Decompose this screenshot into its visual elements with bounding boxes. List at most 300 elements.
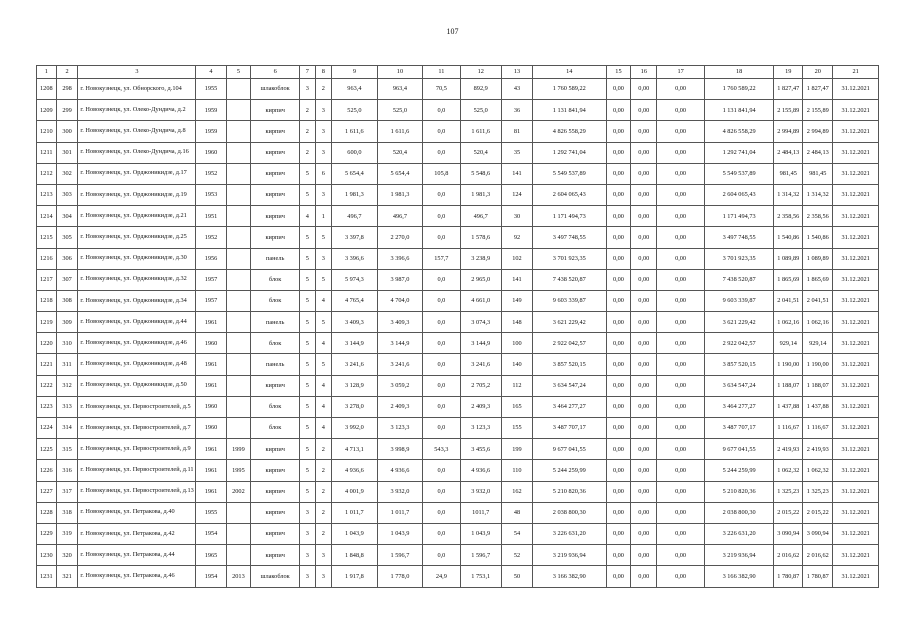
table-cell: 600,0 (332, 142, 378, 163)
table-cell: 316 (56, 460, 78, 481)
table-cell: 31.12.2021 (833, 121, 879, 142)
table-cell: 0,00 (657, 290, 705, 311)
column-header: 11 (423, 66, 460, 79)
table-cell: 3 090,94 (803, 523, 833, 544)
table-cell: 0,00 (606, 269, 631, 290)
table-cell: 5 (315, 354, 332, 375)
table-cell: 1 778,0 (377, 566, 423, 587)
table-row (37, 375, 879, 396)
table-cell: 3 (315, 142, 332, 163)
table-cell: 1 848,8 (332, 545, 378, 566)
table-cell: 3 226 631,20 (533, 523, 607, 544)
table-cell: 5 (300, 184, 316, 205)
table-cell: 1213 (37, 184, 57, 205)
table-cell: г. Новокузнецк, ул. Петракова, д.46 (78, 566, 196, 587)
table-cell: 2 604 065,43 (704, 184, 773, 205)
table-cell (226, 184, 251, 205)
table-cell: 0,00 (606, 523, 631, 544)
table-cell: 3 992,0 (332, 418, 378, 439)
table-cell: 1224 (37, 418, 57, 439)
table-cell: 141 (501, 163, 532, 184)
table-cell: кирпич (251, 545, 300, 566)
table-cell: 5 (300, 248, 316, 269)
table-cell: 0,0 (423, 227, 460, 248)
table-cell: 30 (501, 206, 532, 227)
table-cell: 3 144,9 (332, 333, 378, 354)
table-cell: 0,0 (423, 142, 460, 163)
table-cell: кирпич (251, 206, 300, 227)
column-header: 13 (501, 66, 532, 79)
table-cell: 5 (300, 354, 316, 375)
table-cell: панель (251, 312, 300, 333)
table-row (37, 502, 879, 523)
table-cell: 43 (501, 79, 532, 100)
table-cell: г. Новокузнецк, ул. Орджоникидзе, д.46 (78, 333, 196, 354)
table-cell: 3 278,0 (332, 396, 378, 417)
table-cell: 1228 (37, 502, 57, 523)
table-cell: 311 (56, 354, 78, 375)
table-cell: 3 123,3 (460, 418, 501, 439)
table-cell: 81 (501, 121, 532, 142)
table-cell: 3 701 923,35 (533, 248, 607, 269)
table-cell: 9 677 041,55 (704, 439, 773, 460)
header-row (37, 66, 879, 79)
table-cell: 0,00 (631, 163, 657, 184)
table-cell: 1 292 741,04 (704, 142, 773, 163)
table-cell: 1 760 589,22 (533, 79, 607, 100)
table-cell: 3 166 382,90 (704, 566, 773, 587)
table-cell: 31.12.2021 (833, 142, 879, 163)
table-cell: 0,0 (423, 269, 460, 290)
table-cell: 50 (501, 566, 532, 587)
table-cell: 3 144,9 (377, 333, 423, 354)
table-cell: 1223 (37, 396, 57, 417)
table-cell: 1995 (226, 460, 251, 481)
table-cell: 3 497 748,55 (533, 227, 607, 248)
table-cell: 1961 (196, 460, 226, 481)
table-cell: 1 540,86 (774, 227, 803, 248)
table-cell: 1221 (37, 354, 57, 375)
table-cell: 0,0 (423, 312, 460, 333)
table-cell: 31.12.2021 (833, 460, 879, 481)
table-cell (226, 375, 251, 396)
table-cell: 0,00 (606, 439, 631, 460)
table-cell: 4 (300, 206, 316, 227)
table-cell: 0,0 (423, 354, 460, 375)
column-header: 15 (606, 66, 631, 79)
table-cell: 0,00 (631, 312, 657, 333)
table-cell: 3 932,0 (377, 481, 423, 502)
table-cell: 0,00 (631, 79, 657, 100)
table-cell: 1 827,47 (803, 79, 833, 100)
table-row (37, 184, 879, 205)
table-cell: 1 062,16 (774, 312, 803, 333)
table-row (37, 312, 879, 333)
table-cell: 9 603 339,87 (704, 290, 773, 311)
table-cell: 0,00 (657, 566, 705, 587)
table-cell: 0,0 (423, 502, 460, 523)
table-cell: 0,00 (606, 248, 631, 269)
table-cell: 35 (501, 142, 532, 163)
table-cell: 308 (56, 290, 78, 311)
table-cell: 2013 (226, 566, 251, 587)
table-cell: блок (251, 333, 300, 354)
table-cell (226, 333, 251, 354)
table-cell: 5 (300, 269, 316, 290)
table-cell: 0,00 (631, 545, 657, 566)
table-cell: кирпич (251, 100, 300, 121)
table-cell: 0,00 (606, 121, 631, 142)
column-header: 19 (774, 66, 803, 79)
table-cell: 2002 (226, 481, 251, 502)
table-cell: 0,00 (657, 375, 705, 396)
table-cell: 525,0 (460, 100, 501, 121)
table-cell: 1 116,67 (803, 418, 833, 439)
table-cell: 3 219 936,94 (533, 545, 607, 566)
column-header: 4 (196, 66, 226, 79)
table-cell: 1 089,89 (774, 248, 803, 269)
column-header: 5 (226, 66, 251, 79)
table-cell: 2 705,2 (460, 375, 501, 396)
table-cell: 1955 (196, 79, 226, 100)
table-row (37, 566, 879, 587)
table-cell: 4 001,9 (332, 481, 378, 502)
table-row (37, 142, 879, 163)
table-cell: 2 155,89 (803, 100, 833, 121)
table-cell: 929,14 (774, 333, 803, 354)
table-cell: 1 314,32 (803, 184, 833, 205)
table-cell: 31.12.2021 (833, 439, 879, 460)
table-cell (226, 354, 251, 375)
table-cell: 5 244 259,99 (704, 460, 773, 481)
table-cell: шлакоблок (251, 566, 300, 587)
table-cell: 1227 (37, 481, 57, 502)
table-cell: блок (251, 418, 300, 439)
table-cell: 4 661,0 (460, 290, 501, 311)
table-cell: 1209 (37, 100, 57, 121)
table-cell: 162 (501, 481, 532, 502)
table-cell (226, 290, 251, 311)
table-cell: 2 041,51 (803, 290, 833, 311)
table-row (37, 79, 879, 100)
table-cell: г. Новокузнецк, ул. Орджоникидзе, д.21 (78, 206, 196, 227)
table-row (37, 100, 879, 121)
table-cell: 3 987,0 (377, 269, 423, 290)
table-cell: 3 621 229,42 (704, 312, 773, 333)
table-cell: 1 062,32 (774, 460, 803, 481)
table-row (37, 248, 879, 269)
table-cell: 0,0 (423, 184, 460, 205)
column-header: 18 (704, 66, 773, 79)
table-cell: 5 (300, 312, 316, 333)
table-cell: 31.12.2021 (833, 354, 879, 375)
table-cell: 3 857 520,15 (533, 354, 607, 375)
table-cell (226, 418, 251, 439)
table-cell: 3 487 707,17 (533, 418, 607, 439)
table-row (37, 163, 879, 184)
table-cell: 525,0 (332, 100, 378, 121)
table-cell: 0,0 (423, 396, 460, 417)
table-cell: 1959 (196, 100, 226, 121)
table-cell: 4 (315, 418, 332, 439)
table-cell: 4 936,6 (460, 460, 501, 481)
table-cell: 100 (501, 333, 532, 354)
table-cell: 0,00 (606, 354, 631, 375)
table-cell: 0,00 (631, 100, 657, 121)
table-cell (226, 545, 251, 566)
table-cell: 148 (501, 312, 532, 333)
table-cell: 5 549 537,89 (704, 163, 773, 184)
table-cell: 309 (56, 312, 78, 333)
table-cell: 929,14 (803, 333, 833, 354)
table-cell (226, 269, 251, 290)
table-cell: 1210 (37, 121, 57, 142)
table-cell: 1216 (37, 248, 57, 269)
table-cell: 3 (315, 248, 332, 269)
table-cell: 105,8 (423, 163, 460, 184)
table-cell: 3 (300, 545, 316, 566)
table-cell: 5 (300, 227, 316, 248)
table-cell: 0,00 (657, 418, 705, 439)
column-header: 21 (833, 66, 879, 79)
table-cell: 981,45 (774, 163, 803, 184)
table-cell: 31.12.2021 (833, 375, 879, 396)
table-cell: 1 596,7 (377, 545, 423, 566)
table-cell: 4 704,0 (377, 290, 423, 311)
table-cell: 2 (300, 121, 316, 142)
table-cell: г. Новокузнецк, ул. Орджоникидзе, д.34 (78, 290, 196, 311)
table-cell: 317 (56, 481, 78, 502)
table-cell: 1 865,69 (803, 269, 833, 290)
table-cell: 1954 (196, 523, 226, 544)
table-cell: 1 865,69 (774, 269, 803, 290)
table-cell: 1 314,32 (774, 184, 803, 205)
table-cell: 0,00 (606, 227, 631, 248)
table-cell: 5 654,4 (332, 163, 378, 184)
column-header: 2 (56, 66, 78, 79)
table-cell: 141 (501, 269, 532, 290)
table-cell: 5 (300, 439, 316, 460)
table-cell: 1219 (37, 312, 57, 333)
table-cell: 3 396,6 (377, 248, 423, 269)
table-cell: кирпич (251, 163, 300, 184)
table-cell: 92 (501, 227, 532, 248)
table-cell: 1 827,47 (774, 79, 803, 100)
table-cell: 1 062,16 (803, 312, 833, 333)
table-cell: 31.12.2021 (833, 418, 879, 439)
table-cell: 1 540,86 (803, 227, 833, 248)
table-cell: 4 765,4 (332, 290, 378, 311)
table-cell: 2 409,3 (460, 396, 501, 417)
table-cell: 31.12.2021 (833, 269, 879, 290)
table-cell: 149 (501, 290, 532, 311)
table-cell: 299 (56, 100, 78, 121)
table-cell: 0,00 (631, 184, 657, 205)
table-cell: 315 (56, 439, 78, 460)
table-cell: 0,00 (631, 248, 657, 269)
table-row (37, 439, 879, 460)
table-cell (226, 79, 251, 100)
table-cell: 31.12.2021 (833, 396, 879, 417)
table-cell: 3 (300, 502, 316, 523)
table-cell: 0,00 (657, 312, 705, 333)
table-cell: 1 043,9 (332, 523, 378, 544)
table-cell: 1 089,89 (803, 248, 833, 269)
table-cell: 0,00 (657, 481, 705, 502)
table-cell: 4 (315, 396, 332, 417)
table-cell: 0,0 (423, 121, 460, 142)
table-row (37, 206, 879, 227)
table-cell: 2 (300, 100, 316, 121)
table-cell: 1965 (196, 545, 226, 566)
table-cell: 0,00 (631, 269, 657, 290)
table-cell: 963,4 (377, 79, 423, 100)
table-cell: 0,00 (631, 206, 657, 227)
table-cell: 543,3 (423, 439, 460, 460)
table-cell: 0,00 (606, 502, 631, 523)
table-cell: 5 (315, 312, 332, 333)
table-cell: 31.12.2021 (833, 290, 879, 311)
table-cell: 305 (56, 227, 78, 248)
table-cell: 3 241,6 (460, 354, 501, 375)
table-cell: 3 241,6 (377, 354, 423, 375)
table-cell: 1 325,23 (803, 481, 833, 502)
table-cell: 1208 (37, 79, 57, 100)
table-cell: 2 (315, 502, 332, 523)
table-cell: 9 603 339,87 (533, 290, 607, 311)
column-header: 16 (631, 66, 657, 79)
table-row (37, 418, 879, 439)
table-cell: 0,0 (423, 290, 460, 311)
table-cell: 0,00 (606, 142, 631, 163)
column-header: 7 (300, 66, 316, 79)
table-cell: 31.12.2021 (833, 481, 879, 502)
table-cell: 1 116,67 (774, 418, 803, 439)
table-cell: 298 (56, 79, 78, 100)
table-cell: 5 549 537,89 (533, 163, 607, 184)
table-cell: 5 (315, 227, 332, 248)
table-cell: 0,00 (631, 142, 657, 163)
table-cell: 2 419,93 (774, 439, 803, 460)
table-cell: 5 (300, 418, 316, 439)
table-cell: 0,00 (606, 396, 631, 417)
table-cell: 155 (501, 418, 532, 439)
table-cell: 5 654,4 (377, 163, 423, 184)
table-cell: 1960 (196, 333, 226, 354)
table-cell: 2 358,56 (803, 206, 833, 227)
table-cell: 319 (56, 523, 78, 544)
table-cell: блок (251, 290, 300, 311)
table-cell: 2 041,51 (774, 290, 803, 311)
table-cell: кирпич (251, 184, 300, 205)
table-cell: 1231 (37, 566, 57, 587)
table-cell: 2 (315, 481, 332, 502)
table-cell: кирпич (251, 227, 300, 248)
table-cell: 2 922 042,57 (533, 333, 607, 354)
table-cell: 4 713,1 (332, 439, 378, 460)
table-cell: 3 932,0 (460, 481, 501, 502)
table-cell: 199 (501, 439, 532, 460)
table-cell: 0,00 (631, 354, 657, 375)
table-cell: 5 210 820,36 (533, 481, 607, 502)
table-cell: 0,00 (606, 481, 631, 502)
table-cell: 1225 (37, 439, 57, 460)
table-cell: 2 604 065,43 (533, 184, 607, 205)
table-cell: 0,00 (606, 566, 631, 587)
table-cell: 1 780,87 (774, 566, 803, 587)
table-cell: 31.12.2021 (833, 184, 879, 205)
table-cell: 31.12.2021 (833, 523, 879, 544)
table-cell: 5 (300, 375, 316, 396)
table-cell: панель (251, 248, 300, 269)
table-cell: 525,0 (377, 100, 423, 121)
table-cell: кирпич (251, 375, 300, 396)
column-header: 6 (251, 66, 300, 79)
table-cell: 2 (315, 79, 332, 100)
table-cell: г. Новокузнецк, ул. Первостроителей, д.13 (78, 481, 196, 502)
table-cell: г. Новокузнецк, ул. Орджоникидзе, д.19 (78, 184, 196, 205)
table-cell: 0,00 (631, 396, 657, 417)
table-cell: 3 (315, 545, 332, 566)
column-header: 1 (37, 66, 57, 79)
table-cell: 0,00 (606, 418, 631, 439)
table-cell: 5 210 820,36 (704, 481, 773, 502)
table-cell: 1 437,88 (803, 396, 833, 417)
table-cell: 3 464 277,27 (533, 396, 607, 417)
table-cell: г. Новокузнецк, ул. Первостроителей, д.7 (78, 418, 196, 439)
table-cell: 2 016,62 (803, 545, 833, 566)
table-cell: 48 (501, 502, 532, 523)
table-cell: 1 437,88 (774, 396, 803, 417)
table-cell: 496,7 (332, 206, 378, 227)
table-cell: 3 409,3 (377, 312, 423, 333)
table-cell: 1230 (37, 545, 57, 566)
table-cell: 1212 (37, 163, 57, 184)
table-cell: 321 (56, 566, 78, 587)
table-cell: 0,00 (657, 121, 705, 142)
table-cell: 3 396,6 (332, 248, 378, 269)
table-cell: 1 188,07 (774, 375, 803, 396)
table-cell: 1 011,7 (377, 502, 423, 523)
table-cell: 303 (56, 184, 78, 205)
table-row (37, 290, 879, 311)
table-cell: 31.12.2021 (833, 227, 879, 248)
table-row (37, 545, 879, 566)
table-cell: 0,0 (423, 460, 460, 481)
column-header: 14 (533, 66, 607, 79)
table-cell: 31.12.2021 (833, 206, 879, 227)
table-cell: 3 128,9 (332, 375, 378, 396)
table-cell: 6 (315, 163, 332, 184)
table-cell: 2 (300, 142, 316, 163)
table-cell: 52 (501, 545, 532, 566)
table-cell: 0,00 (631, 290, 657, 311)
table-cell: 2 358,56 (774, 206, 803, 227)
table-cell: 7 438 520,87 (533, 269, 607, 290)
table-cell: 1953 (196, 184, 226, 205)
table-body (37, 79, 879, 588)
table-cell: 0,00 (657, 333, 705, 354)
table-cell: 4 936,6 (377, 460, 423, 481)
table-cell: 1999 (226, 439, 251, 460)
table-cell: 1218 (37, 290, 57, 311)
table-row (37, 523, 879, 544)
table-cell: 0,00 (631, 418, 657, 439)
table-cell: г. Новокузнецк, ул. Первостроителей, д.9 (78, 439, 196, 460)
table-cell: 2 155,89 (774, 100, 803, 121)
table-cell (226, 100, 251, 121)
table-cell: 1217 (37, 269, 57, 290)
